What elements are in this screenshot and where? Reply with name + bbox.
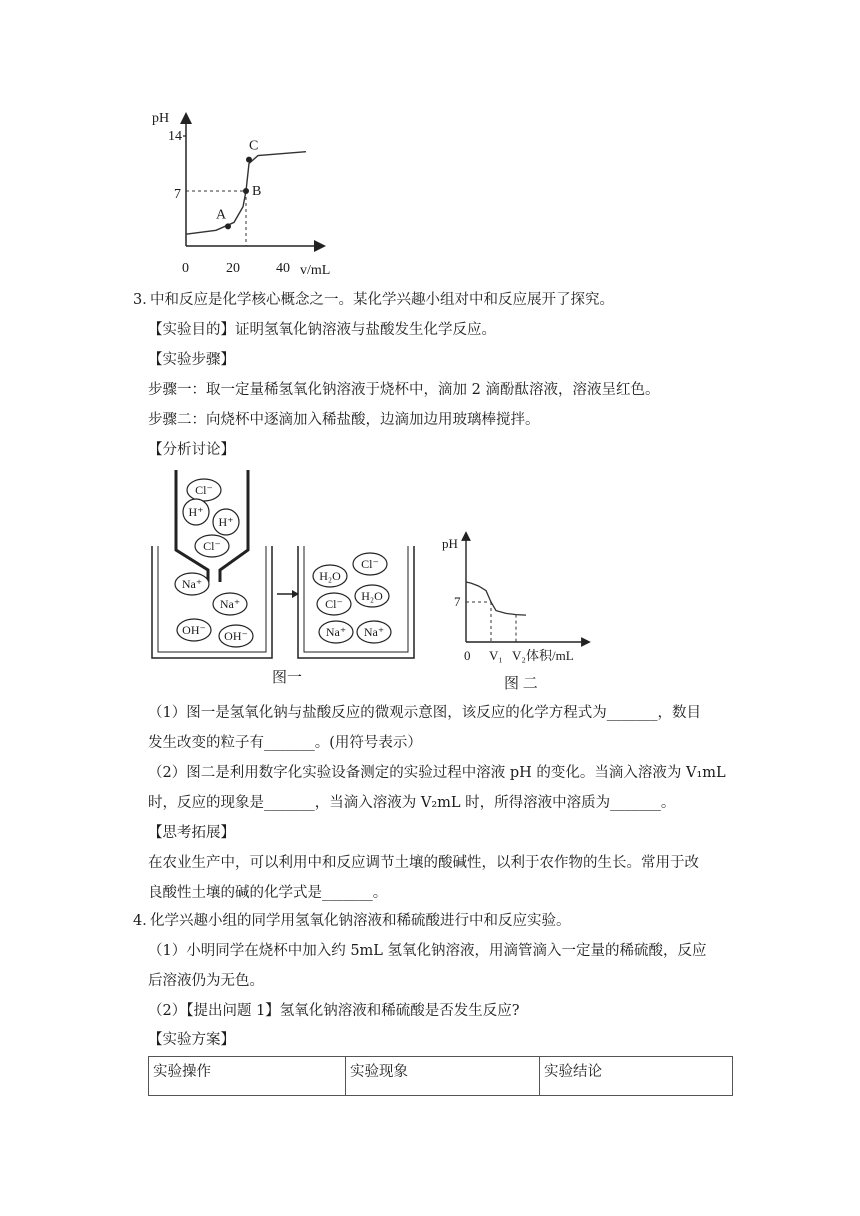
q3-purpose-text: 证明氢氧化钠溶液与盐酸发生化学反应。: [235, 322, 496, 338]
beaker2-ion-na-1: Na⁺: [325, 625, 347, 639]
point-a: [225, 223, 231, 229]
fig2-y-tick-7: 7: [454, 594, 461, 609]
figure-2-caption: 图 二: [504, 676, 538, 692]
table-header-operation: 实验操作: [149, 1057, 346, 1096]
q3-think-line1: 在农业生产中，可以利用中和反应调节土壤的酸碱性，以利于农作物的生长。常用于改: [148, 855, 699, 871]
point-b: [243, 188, 249, 194]
x-tick-20: 20: [226, 261, 240, 276]
q3-think-line2: 良酸性土壤的碱的化学式是_______。: [148, 885, 388, 901]
fig2-x-tick-v1: V₁: [489, 648, 503, 663]
q3-step1: 步骤一：取一定量稀氢氧化钠溶液于烧杯中，滴加 2 滴酚酞溶液，溶液呈红色。: [148, 382, 660, 398]
dropper-ion-h-2: H⁺: [218, 515, 234, 529]
beaker2-ion-cl-2: Cl⁻: [325, 597, 343, 611]
fig2-y-axis-label: pH: [442, 536, 458, 551]
table-header-conclusion: 实验结论: [540, 1057, 733, 1096]
q3-purpose-head: 【实验目的】: [148, 322, 235, 338]
q3-number: 3．: [133, 292, 157, 308]
experiment-plan-table: [148, 1056, 733, 1096]
beaker1-ion-na-1: Na⁺: [181, 577, 203, 591]
table-header-phenomenon: 实验现象: [346, 1057, 540, 1096]
q4-intro: 化学兴趣小组的同学用氢氧化钠溶液和稀硫酸进行中和反应实验。: [150, 913, 571, 929]
x-tick-0: 0: [182, 261, 189, 276]
beaker2-ion-h2o-1: H₂O: [319, 569, 341, 583]
figure-2-ph-chart: [436, 528, 596, 696]
titration-chart: [140, 100, 350, 285]
dropper-ion-h-1: H⁺: [188, 505, 204, 519]
reaction-arrow: [277, 590, 299, 598]
q3-sub1-line2: 发生改变的粒子有_______。(用符号表示）: [148, 735, 422, 751]
table-header-row: [149, 1057, 733, 1096]
beaker1-ion-oh-2: OH⁻: [224, 629, 248, 643]
point-c: [246, 157, 252, 163]
q3-step2: 步骤二：向烧杯中逐滴加入稀盐酸，边滴加边用玻璃棒搅拌。: [148, 412, 540, 428]
fig2-x-tick-v2: V₂: [512, 648, 526, 663]
beaker1-ion-oh-1: OH⁻: [182, 623, 206, 637]
fig2-ph-curve: [466, 582, 526, 615]
q4-part1-line1: （1）小明同学在烧杯中加入约 5mL 氢氧化钠溶液，用滴管滴入一定量的稀硫酸，反应: [148, 943, 707, 959]
point-label-c: C: [249, 138, 259, 154]
figure-1-caption: 图一: [272, 670, 303, 686]
q3-analysis-head: 【分析讨论】: [148, 442, 235, 458]
fig2-x-axis-label: 体积/mL: [526, 648, 574, 663]
q4-number: 4．: [133, 913, 157, 929]
y-tick-14: 14: [168, 129, 182, 144]
beaker2-ion-na-2: Na⁺: [363, 625, 385, 639]
point-label-a: A: [216, 207, 227, 223]
q4-part1-line2: 后溶液仍为无色。: [148, 973, 264, 989]
q3-sub2-line1: （2）图二是利用数字化实验设备测定的实验过程中溶液 pH 的变化。当滴入溶液为 V₁mL: [148, 765, 726, 781]
q3-purpose: [148, 320, 496, 340]
dropper-ion-cl-1: Cl⁻: [195, 483, 213, 497]
q3-think-head: 【思考拓展】: [148, 825, 235, 841]
beaker2-ion-cl-1: Cl⁻: [361, 557, 379, 571]
point-label-b: B: [252, 184, 262, 199]
q3-intro: 中和反应是化学核心概念之一。某化学兴趣小组对中和反应展开了探究。: [150, 292, 614, 308]
q4-part2: （2）【提出问题 1】氢氧化钠溶液和稀硫酸是否发生反应?: [148, 1003, 520, 1019]
x-axis-label: v/mL: [300, 263, 331, 278]
x-tick-40: 40: [276, 261, 290, 276]
beaker-1: [152, 546, 272, 658]
q4-plan-head: 【实验方案】: [148, 1032, 235, 1048]
beaker1-ion-na-2: Na⁺: [219, 597, 241, 611]
q3-sub1-line1: （1）图一是氢氧化钠与盐酸反应的微观示意图，该反应的化学方程式为_______，数目: [148, 705, 701, 721]
q3-sub2-line2: 时，反应的现象是_______，当滴入溶液为 V₂mL 时，所得溶液中溶质为_______。: [148, 795, 676, 811]
figure-1-micro-diagram: [148, 466, 428, 688]
y-tick-7: 7: [174, 187, 181, 202]
y-axis-label: pH: [152, 111, 170, 126]
dropper-ion-cl-2: Cl⁻: [203, 539, 221, 553]
beaker2-ion-h2o-2: H₂O: [361, 589, 383, 603]
q3-steps-head: 【实验步骤】: [148, 352, 235, 368]
fig2-x-tick-0: 0: [464, 648, 471, 663]
